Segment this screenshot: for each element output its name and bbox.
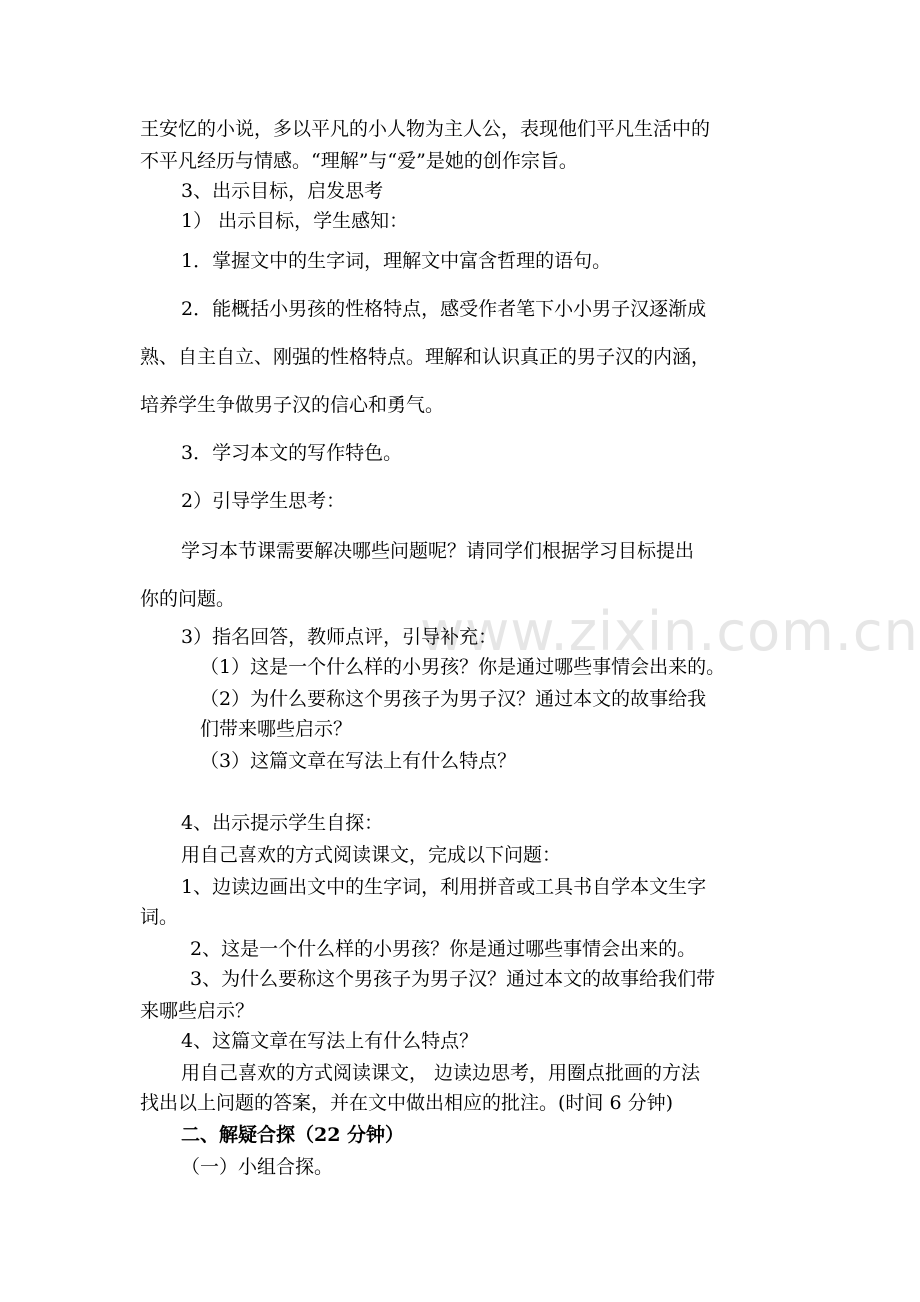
- paragraph-line: 熟、自主自立、刚强的性格特点。理解和认识真正的男子汉的内涵，: [140, 346, 711, 368]
- section-heading: 4、出示提示学生自探：: [181, 812, 384, 834]
- paragraph-line: 培养学生争做男子汉的信心和勇气。: [140, 394, 445, 416]
- section-heading-bold: 二、解疑合探（22 分钟）: [181, 1124, 405, 1146]
- paragraph-line: 来哪些启示？: [140, 1000, 255, 1022]
- subsection-heading: 1） 出示目标，学生感知：: [181, 210, 409, 232]
- objective-item: 2．能概括小男孩的性格特点，感受作者笔下小小男子汉逐渐成: [181, 298, 707, 320]
- task-item: 3、为什么要称这个男孩子为男子汉？通过本文的故事给我们带: [190, 968, 716, 990]
- paragraph-line: 学习本节课需要解决哪些问题呢？请同学们根据学习目标提出: [181, 540, 695, 562]
- task-item: 2、这是一个什么样的小男孩？你是通过哪些事情会出来的。: [190, 938, 697, 960]
- section-heading: 3、出示目标，启发思考: [181, 180, 384, 202]
- question-item-continued: 们带来哪些启示？: [200, 718, 353, 740]
- question-item: （3）这篇文章在写法上有什么特点？: [200, 750, 517, 772]
- objective-item: 3．学习本文的写作特色。: [181, 442, 403, 464]
- paragraph-line: 用自己喜欢的方式阅读课文， 边读边思考，用圈点批画的方法: [181, 1062, 701, 1084]
- watermark: www.zixin.com.cn: [420, 600, 919, 663]
- objective-item: 1．掌握文中的生字词，理解文中富含哲理的语句。: [181, 250, 612, 272]
- question-item: （2）为什么要称这个男孩子为男子汉？通过本文的故事给我: [200, 688, 707, 710]
- paragraph-line: 词。: [140, 906, 179, 928]
- subsection-heading: 2）引导学生思考：: [181, 490, 346, 512]
- subsection-heading: 3）指名回答，教师点评，引导补充：: [181, 626, 498, 648]
- paragraph-line: 王安忆的小说，多以平凡的小人物为主人公，表现他们平凡生活中的: [140, 118, 711, 140]
- paragraph-line: 你的问题。: [140, 588, 236, 610]
- question-item: （1）这是一个什么样的小男孩？你是通过哪些事情会出来的。: [200, 656, 726, 678]
- paragraph-line: 找出以上问题的答案，并在文中做出相应的批注。(时间 6 分钟): [140, 1092, 673, 1114]
- paragraph-line: 不平凡经历与情感。“理解”与“爱”是她的创作宗旨。: [140, 150, 578, 172]
- task-item: 4、这篇文章在写法上有什么特点？: [181, 1030, 479, 1052]
- paragraph-line: 用自己喜欢的方式阅读课文，完成以下问题：: [181, 844, 562, 866]
- subsection-heading: （一）小组合探。: [181, 1156, 334, 1178]
- task-item: 1、边读边画出文中的生字词，利用拼音或工具书自学本文生字: [181, 876, 707, 898]
